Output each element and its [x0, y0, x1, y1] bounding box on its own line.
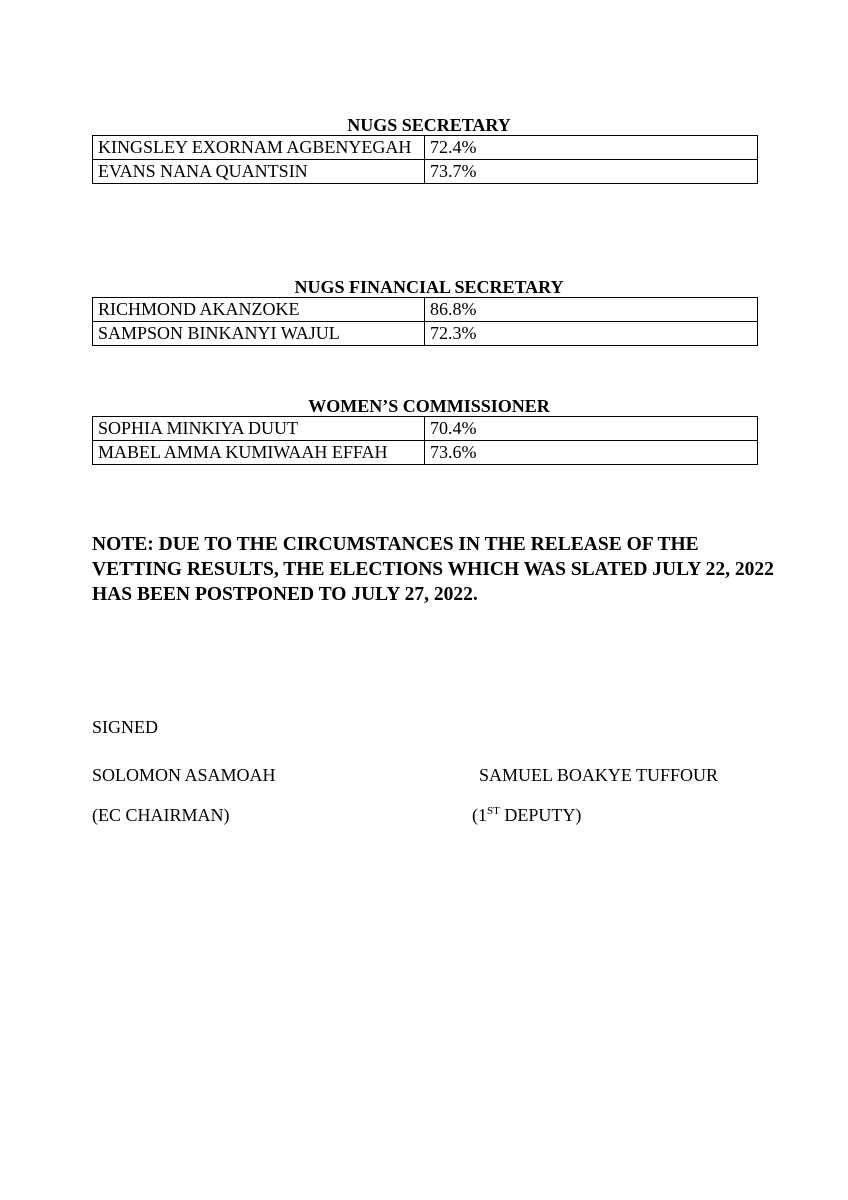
candidate-name: KINGSLEY EXORNAM AGBENYEGAH — [93, 136, 425, 160]
results-table — [92, 135, 758, 184]
candidate-name: SAMPSON BINKANYI WAJUL — [93, 322, 425, 346]
results-table — [92, 297, 758, 346]
candidate-score: 86.8% — [425, 298, 758, 322]
candidate-score: 73.7% — [425, 160, 758, 184]
section-title: NUGS FINANCIAL SECRETARY — [294, 277, 564, 297]
role-prefix: (1 — [472, 805, 487, 825]
candidate-name: RICHMOND AKANZOKE — [93, 298, 425, 322]
table-row — [93, 298, 758, 322]
signatory-name-right: SAMUEL BOAKYE TUFFOUR — [479, 765, 719, 785]
postponement-note: NOTE: DUE TO THE CIRCUMSTANCES IN THE RELEASE OF THE VETTING RESULTS, THE ELECTIONS WHICH WAS SLATED JULY 22, 2022 HAS BEEN POSTPONED TO JULY 27, 2022. — [92, 534, 774, 605]
candidate-name: SOPHIA MINKIYA DUUT — [93, 417, 425, 441]
section-title: WOMEN’S COMMISSIONER — [308, 396, 550, 416]
role-suffix: DEPUTY) — [499, 805, 582, 825]
table-row — [93, 441, 758, 465]
table-row — [93, 417, 758, 441]
section-nugs-financial-secretary — [92, 277, 758, 346]
candidate-score: 73.6% — [425, 441, 758, 465]
table-row — [93, 160, 758, 184]
section-nugs-secretary — [92, 115, 758, 184]
signatory-role-left: (EC CHAIRMAN) — [92, 805, 230, 825]
results-table — [92, 416, 758, 465]
signatory-role-right — [472, 804, 581, 826]
candidate-name: MABEL AMMA KUMIWAAH EFFAH — [93, 441, 425, 465]
candidate-score: 72.3% — [425, 322, 758, 346]
table-row — [93, 136, 758, 160]
ordinal-suffix: ST — [487, 805, 500, 817]
section-title: NUGS SECRETARY — [347, 115, 511, 135]
candidate-score: 70.4% — [425, 417, 758, 441]
section-womens-commissioner — [92, 396, 758, 465]
signed-label: SIGNED — [92, 717, 158, 737]
table-row — [93, 322, 758, 346]
signatory-name-left: SOLOMON ASAMOAH — [92, 765, 276, 785]
candidate-name: EVANS NANA QUANTSIN — [93, 160, 425, 184]
candidate-score: 72.4% — [425, 136, 758, 160]
